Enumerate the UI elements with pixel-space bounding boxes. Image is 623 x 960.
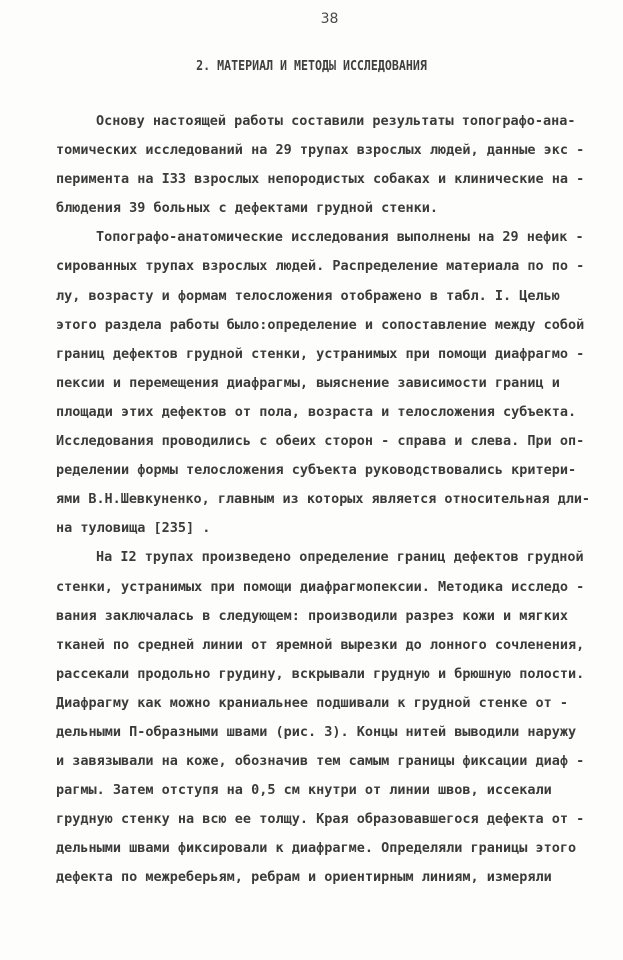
text-line: грудную стенку на всю ее толщу. Края образовавшегося дефекта от - — [56, 811, 585, 828]
section-heading: 2. МАТЕРИАЛ И МЕТОДЫ ИССЛЕДОВАНИЯ — [196, 58, 427, 74]
text-line: лу, возрасту и формам телосложения отображено в табл. I. Целью — [56, 287, 560, 304]
text-line: рассекали продольно грудину, вскрывали грудную и брюшную полости. — [56, 665, 585, 682]
page-number: 38 — [320, 11, 339, 27]
text-line: ями В.Н.Шевкуненко, главным из которых является относительная дли- — [56, 491, 591, 508]
text-line: вания заключалась в следующем: производили разрез кожи и мягких — [56, 607, 569, 624]
text-line: пексии и перемещения диафрагмы, выяснение зависимости границ и — [56, 374, 560, 391]
text-line: томических исследований на 29 трупах взрослых людей, данные экс - — [56, 142, 585, 159]
text-line: Исследования проводились с обеих сторон - справа и слева. При оп- — [56, 433, 585, 450]
text-line: рагмы. Затем отступя на 0,5 см кнутри от линии швов, иссекали — [56, 782, 552, 799]
text-line: тканей по средней линии от яремной вырезки до лонного сочленения, — [56, 636, 585, 653]
text-line: сированных трупах взрослых людей. Распределение материала по по - — [56, 258, 585, 275]
text-line: дельными П-образными швами (рис. 3). Концы нитей выводили наружу — [56, 723, 577, 740]
text-line: на туловища [235] . — [56, 520, 211, 537]
text-line: Топографо-анатомические исследования выполнены на 29 нефик - — [96, 229, 584, 246]
text-line: Основу настоящей работы составили результаты топографо-ана- — [96, 113, 576, 129]
body-text — [56, 107, 590, 893]
text-line: ределении формы телосложения субъекта руководствовались критери- — [56, 462, 577, 479]
text-line: площади этих дефектов от пола, возраста и телосложения субъекта. — [56, 403, 577, 420]
text-line: стенки, устранимых при помощи диафрагмопексии. Методика исследо - — [56, 578, 585, 595]
text-line: дельными швами фиксировали к диафрагме. Определяли границы этого — [56, 840, 577, 857]
text-line: блюдения 39 больных с дефектами грудной стенки. — [56, 200, 439, 217]
text-line: и завязывали на коже, обозначив тем самым границы фиксации диаф - — [56, 753, 585, 770]
text-line: На I2 трупах произведено определение границ дефектов грудной — [96, 549, 584, 566]
text-line: этого раздела работы было:определение и сопоставление между собой — [56, 316, 585, 333]
text-line: Диафрагму как можно краниальнее подшивали к грудной стенке от - — [56, 694, 569, 711]
text-line: перимента на I33 взрослых непородистых собаках и клинические на - — [56, 171, 585, 188]
text-line: границ дефектов грудной стенки, устранимых при помощи диафрагмо - — [56, 345, 585, 362]
text-line: дефекта по межреберьям, ребрам и ориентирным линиям, измеряли — [56, 869, 552, 886]
